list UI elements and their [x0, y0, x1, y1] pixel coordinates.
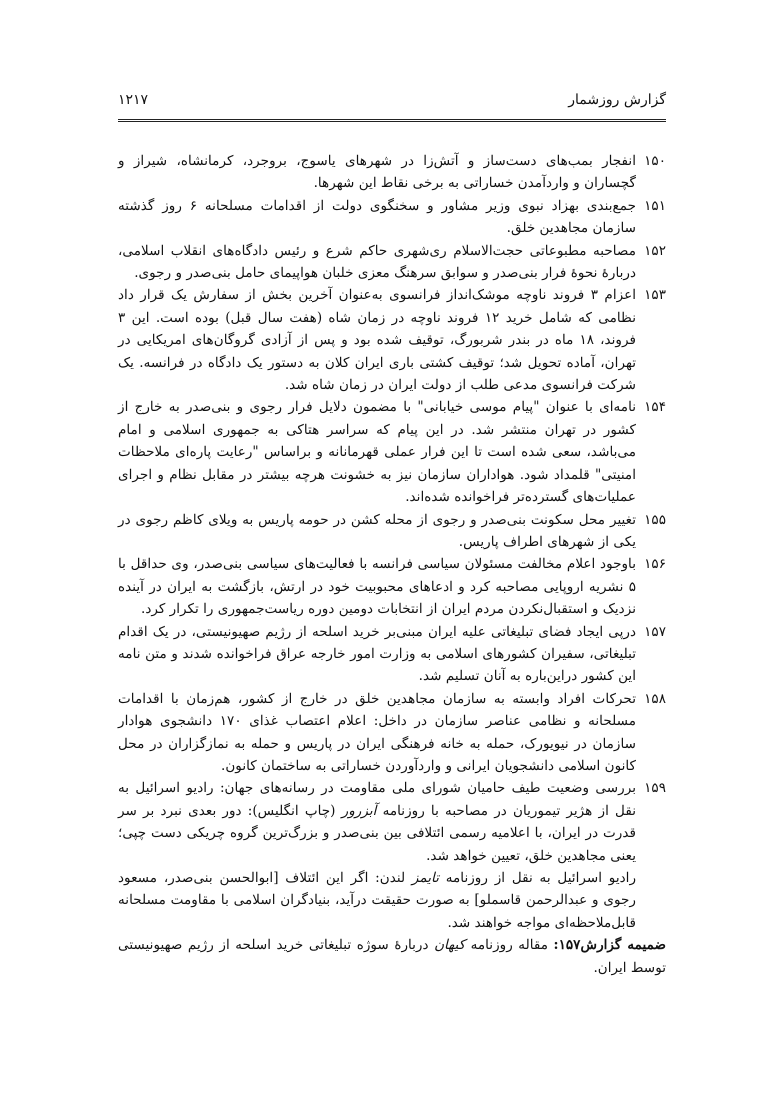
item-text	[118, 153, 636, 191]
appendix-label: ضمیمه گزارش۱۵۷:	[553, 937, 666, 954]
header-rule	[118, 119, 666, 122]
item-text	[118, 556, 636, 617]
item-number: ۱۵۱	[644, 197, 666, 214]
item-text	[118, 287, 636, 393]
item-text	[118, 512, 636, 550]
items-container	[118, 150, 666, 867]
item-text-part: باوجود اعلام مخالفت مسئولان سیاسی فرانسه با فعالیت‌های سیاسی بنی‌صدر، وی حداقل با ۵ نشریه اروپایی مصاحبه کرد و ادعاهای محبوبیت خود در ارتش، بازگشت به ایران در آینده نزدیک و استقبال‌نکردن مردم ایران از انتخابات دومین دوره ریاست‌جمهوری را تکرار کرد.	[118, 556, 636, 618]
item-text	[118, 691, 636, 774]
item-number: ۱۵۴	[644, 399, 666, 416]
item-text	[118, 780, 636, 863]
item-text	[118, 243, 636, 281]
appendix-text: دربارهٔ سوژه تبلیغاتی خرید اسلحه از رژیم صهیونیستی توسط ایران.	[118, 937, 666, 976]
item-text-part: درپی ایجاد فضای تبلیغاتی علیه ایران مبنی‌بر خرید اسلحه از رژیم صهیونیستی، در یک اقدام تبلیغاتی، سفیران کشورهای اسلامی به وزارت امور خارجه عراق فراخوانده شدند و متن نامه این کشور دراین‌باره به آنان تسلیم شد.	[118, 623, 636, 685]
newspaper-name: آبزرور	[341, 802, 377, 819]
paragraph-text: لندن: اگر این ائتلاف [ابوالحسن بنی‌صدر، مسعود رجوی و عبدالرحمن قاسملو] به صورت حقیقت درآید، بنیادگران اسلامی با مقاومت مسلحانه قابل‌ملاحظه‌ای مواجه خواهند شد.	[118, 870, 636, 931]
newspaper-name: تایمز	[411, 870, 439, 886]
item-text-part: بررسی وضعیت طیف حامیان شورای ملی مقاومت در رسانه‌های جهان: رادیو اسرائیل به نقل از هژیر تیموریان در مصاحبه با روزنامه	[118, 780, 636, 819]
item-text-part: مصاحبه مطبوعاتی حجت‌الاسلام ری‌شهری حاکم شرع و رئیس دادگاه‌های انقلاب اسلامی، دربارهٔ نحوهٔ فرار بنی‌صدر و سوابق سرهنگ معزی خلبان هواپیمای حامل بنی‌صدر و رجوی.	[118, 242, 636, 282]
continuation-paragraph	[118, 867, 666, 934]
page-number: ۱۲۱۷	[118, 92, 149, 108]
chronology-item	[118, 509, 666, 554]
item-number: ۱۵۵	[644, 511, 666, 528]
item-text	[118, 399, 636, 505]
item-text	[118, 624, 636, 685]
item-number: ۱۵۶	[644, 556, 666, 573]
newspaper-name: کیهان	[434, 937, 466, 954]
item-number: ۱۵۷	[644, 623, 666, 640]
item-text-part: تحرکات افراد وابسته به سازمان مجاهدین خلق در خارج از کشور، هم‌زمان با اقدامات مسلحانه و نظامی عناصر سازمان در داخل: اعلام اعتصاب غذای ۱۷۰ دانشجوی هوادار سازمان در نیویورک، حمله به خانه فرهنگی ایران در پاریس و حمله به نمازگزاران در محل کانون اسلامی دانشجویان ایرانی و واردآوردن خساراتی به ساختمان کانون.	[118, 690, 637, 774]
chronology-item	[118, 195, 666, 240]
item-text	[118, 198, 636, 236]
chronology-item	[118, 396, 666, 508]
chronology-item	[118, 777, 666, 867]
running-header	[118, 92, 666, 116]
item-text-part: (چاپ انگلیس): دور بعدی نبرد بر سر قدرت در ایران، با اعلامیه رسمی ائتلافی بین بنی‌صدر و بزرگ‌ترین گروه چریکی دست چپی؛ یعنی مجاهدین خلق، تعیین خواهد شد.	[118, 802, 636, 864]
item-text-part: اعزام ۳ فروند ناوچه موشک‌انداز فرانسوی به‌عنوان آخرین بخش از سفارش یک قرار داد نظامی که شامل خرید ۱۲ فروند ناوچه در زمان شاه (هفت سال قبل) بوده است. این ۳ فروند، ۱۸ ماه در بندر شربورگ، توقیف شده بود و پس از آزادی گروگان‌های امریکایی در تهران، آماده تحویل شد؛ توقیف کشتی باری ایران کلان به دستور یک دادگاه در فرانسه. یک شرکت فرانسوی مدعی طلب از دولت ایران در زمان شاه شد.	[118, 287, 636, 394]
appendix-text: مقاله روزنامه	[465, 937, 554, 954]
chronology-item	[118, 284, 666, 396]
item-text-part: نامه‌ای با عنوان "پیام موسی خیابانی" با مضمون دلایل فرار رجوی و بنی‌صدر به خارج از کشور در تهران منتشر شد. در این پیام که سراسر هتاکی به جمهوری اسلامی و امام می‌باشد، سعی شده است تا این فرار عملی قهرمانانه و براساس "رعایت پاره‌ای ملاحظات امنیتی" قلمداد شود. هواداران سازمان نیز به خشونت هرچه بیشتر در مقابل نظام و اجرای عملیات‌های گسترده‌تر فراخوانده شده‌اند.	[118, 399, 636, 506]
item-text-part: جمع‌بندی بهزاد نبوی وزیر مشاور و سخنگوی دولت از اقدامات مسلحانه ۶ روز گذشته سازمان مجاهدین خلق.	[118, 197, 636, 237]
appendix-note	[118, 934, 666, 979]
item-number: ۱۵۹	[644, 780, 666, 797]
chronology-list	[118, 150, 666, 979]
chronology-item	[118, 553, 666, 620]
item-text-part: تغییر محل سکونت بنی‌صدر و رجوی از محله کشن در حومه پاریس به ویلای کاظم رجوی در یکی از شهرهای اطراف پاریس.	[118, 511, 636, 550]
item-number: ۱۵۰	[644, 153, 666, 169]
item-number: ۱۵۸	[644, 690, 666, 707]
item-number: ۱۵۳	[644, 287, 666, 304]
paragraph-text: رادیو اسرائیل به نقل از روزنامه	[438, 870, 637, 886]
chronology-item	[118, 150, 666, 195]
item-text-part: انفجار بمب‌های دست‌ساز و آتش‌زا در شهرهای یاسوج، بروجرد، کرمانشاه، شیراز و گچساران و واردآمدن خساراتی به برخی نقاط این شهرها.	[118, 153, 636, 192]
item-number: ۱۵۲	[644, 242, 666, 259]
chronology-item	[118, 240, 666, 285]
header-title: گزارش روزشمار	[568, 92, 666, 108]
chronology-item	[118, 621, 666, 688]
chronology-item	[118, 688, 666, 778]
